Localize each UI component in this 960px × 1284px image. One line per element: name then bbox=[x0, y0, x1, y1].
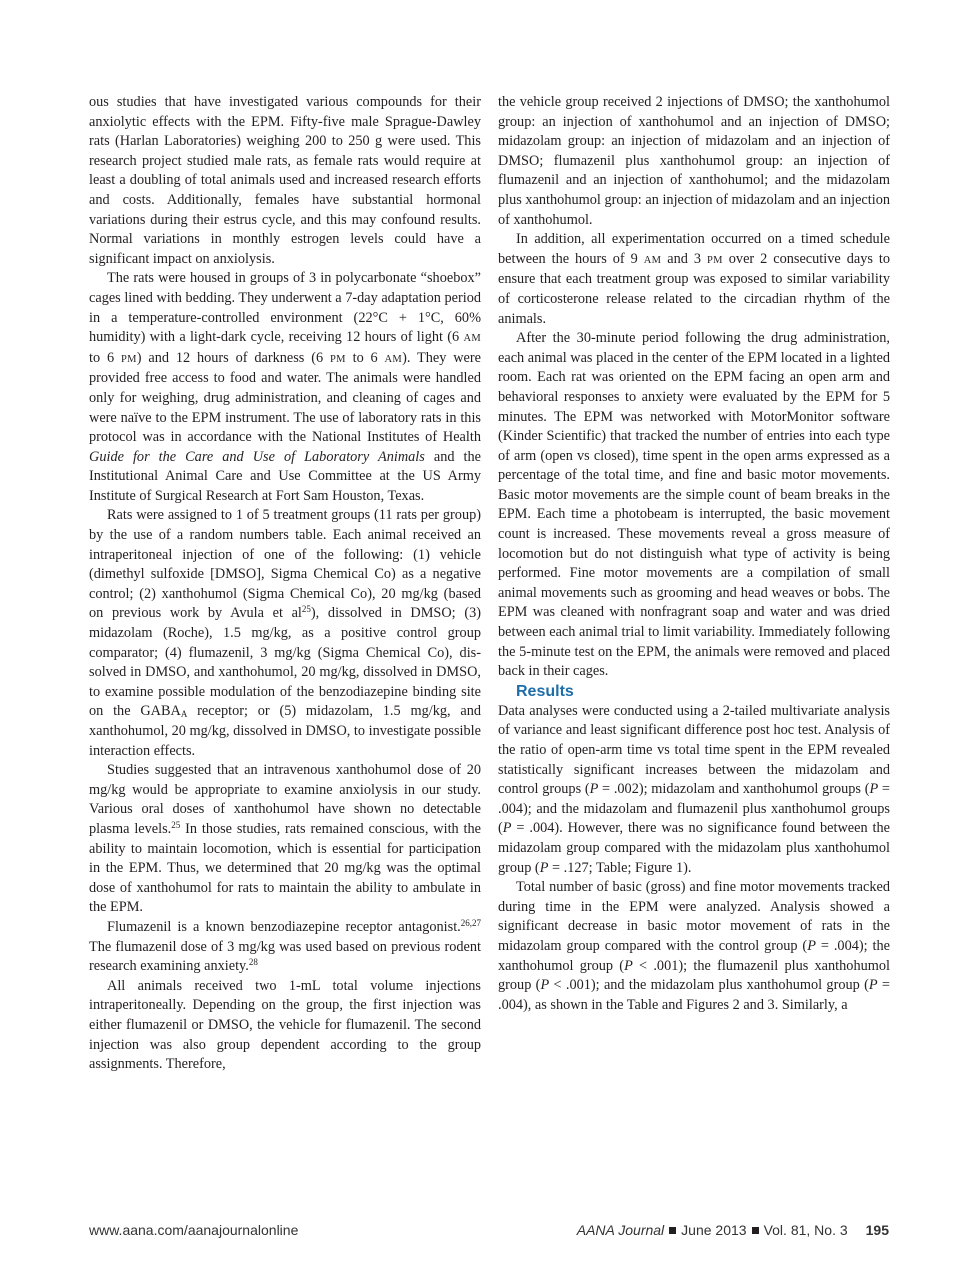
reference-marker: 25 bbox=[301, 604, 311, 615]
issue-date: June 2013 bbox=[681, 1222, 747, 1238]
paragraph: In addition, all experimentation occurred on a timed schedule between the hours of 9 AM and 3 PM over 2 consecutive days to ensure that each treatment group was exposed to similar variability of corticosterone release related to the circadian rhythm of the animals. bbox=[498, 231, 891, 327]
paragraph: ous studies that have investigated various compounds for their anxiolytic effects with the EPM. Fifty-five male Sprague-Dawley rats (Harlan Laboratories) weighing 200 to 250 g were used. This research project studied male rats, as female rats would require at least a doubling of total animals used and increased research efforts and costs. Additionally, females have substantial hormonal variations during their estrus cycle, and this may confound results. Normal variations in monthly estrogen levels could have a significant impact on anxiolysis. bbox=[89, 94, 481, 267]
square-bullet-icon bbox=[669, 1227, 676, 1234]
reference-marker: 28 bbox=[248, 957, 258, 968]
section-heading-results: Results bbox=[516, 682, 574, 700]
journal-url[interactable]: www.aana.com/aanajournalonline bbox=[89, 1222, 299, 1238]
page-number: 195 bbox=[865, 1222, 889, 1238]
paragraph: the vehicle group received 2 injections of DMSO; the xanthohumol group: an injection of xanthohumol and an injection of DMSO; midazolam group: an injection of midazolam and an injection of DMSO; flumazenil plus xanthohumol group: an injection of flumazenil and an injection of xanthohumol; and the midazolam plus xanthohumol group: an injection of midazolam and an injection of xanthohumol. bbox=[498, 94, 890, 228]
reference-marker: 25 bbox=[171, 819, 181, 830]
paragraph: Total number of basic (gross) and fine motor movements tracked during time in the EPM were analyzed. Analysis showed a significant decrease in basic motor movement of rats in the midazolam group compared with the control group (P = .004); the xanthohumol group (P < .001); the flumazenil plus xanthohumol group (P < .001); and the midazolam plus xanthohumol group (P = .004), as shown in the Table and Figures 2 and 3. Similarly, a bbox=[498, 879, 890, 1013]
square-bullet-icon bbox=[752, 1227, 759, 1234]
right-column bbox=[498, 93, 890, 1015]
paragraph: After the 30-minute period following the drug administration, each animal was placed in the center of the EPM located in a lighted room. Each rat was oriented on the EPM facing an open arm and behavioral responses to anxiety were evaluated by the EPM for 5 minutes. The EPM was networked with MotorMonitor software (Kinder Scientific) that tracked the number of entries into each type of arm (open vs closed), time spent in the open arms expressed as a percentage of the total time, and fine and basic motor movements. Basic motor movements are the simple count of beam breaks in the EPM. Each time a photobeam is interrupted, the basic movement count is increased. These movements reveal a gross measure of locomotion but do not distinguish what type of activity is being performed. Fine motor movements are a compilation of small animal movements such as grooming and head weaves or bobs. The EPM was cleaned with nonfragrant soap and water and was dried between each animal trial to limit variability. Immediately following the 5-minute test on the EPM, the animals were removed and placed back in their cages. bbox=[498, 330, 890, 680]
paragraph: Studies suggested that an intravenous xanthohumol dose of 20 mg/kg would be appropriate to examine anxiolysis in our study. Various oral doses of xanthohumol have shown no detectable plasma levels.$^{25}$ In those studies, rats remained conscious, with the ability to maintain locomotion, which is essential for participation in the EPM. Thus, we determined that 20 mg/kg was the optimal dose of xanthohumol for rats to maintain the ability to ambulate in the EPM. bbox=[89, 762, 481, 916]
paragraph: Flumazenil is a known benzodiazepine receptor antagonist.$^{26,27}$ The flumazenil dose of 3 mg/kg was used based on previous rodent research examining anxiety.$^{28}$ bbox=[89, 917, 481, 975]
paragraph: Data analyses were conducted using a 2-tailed multivariate analysis of variance and least significant difference post hoc test. Analysis of the ratio of open-arm time vs total time spent in the EPM revealed statistically significant increases between the midazolam and control groups (P = .002); midazolam and xanthohumol groups (P = .004); and the midazolam and flumazenil plus xanthohumol groups (P = .004). However, there was no significance found between the midazolam group compared with the midazolam plus xanthohumol group (P = .127; Table; Figure 1). bbox=[498, 702, 890, 876]
paragraph: The rats were housed in groups of 3 in polycarbonate “shoebox” cages lined with bedding. They underwent a 7-day adaptation period in a temperature-controlled environment (22°C + 1°C, 60% humidity) with a light-dark cycle, receiving 12 hours of light (6 AM to 6 PM) and 12 hours of darkness (6 PM to 6 AM). They were provided free access to food and water. The animals were handled only for weighing, drug administration, and cleaning of cages and were naïve to the EPM instrument. The use of laboratory rats in this protocol was in accordance with the National Institutes of Health Guide for the Care and Use of Laboratory Animals and the Institutional Animal Care and Use Committee at the US Army Institute of Surgical Research at Fort Sam Houston, Texas. bbox=[89, 270, 481, 504]
volume-issue: Vol. 81, No. 3 bbox=[763, 1222, 848, 1238]
paragraph: Rats were assigned to 1 of 5 treatment groups (11 rats per group) by the use of a random numbers table. Each animal received an intraperitoneal injection of one of the following: (1) vehicle (dimethyl sulfoxide [DMSO], Sigma Chemical Co) as a negative control; (2) xanthohumol (Sigma Chemical Co), 20 mg/kg (based on previous work by Avula et $al^{25}$), dissolved in DMSO; (3) midazolam (Roche), 1.5 mg/kg, as a positive control group comparator; (4) flumazenil, 3 mg/kg (Sigma Chemical Co), dissolved in DMSO, and xanthohumol, 20 mg/kg, dissolved in DMSO, to examine possible modulation of the benzodiazepine binding site on the $GABA_A$ receptor; or (5) midazolam, 1.5 mg/kg, and xanthohumol, 20 mg/kg, dissolved in DMSO, to investigate possible interaction effects. bbox=[89, 507, 481, 759]
page-footer bbox=[89, 1222, 889, 1242]
journal-name: AANA Journal bbox=[576, 1222, 665, 1238]
paragraph: All animals received two 1-mL total volume injections intraperitoneally. Depending on the group, the first injection was either flumazenil or DMSO, the vehicle for flumazenil. The second injection was also group dependent according to the group assignments. Therefore, bbox=[89, 977, 481, 1073]
guide-title: Guide for the Care and Use of Laboratory Animals bbox=[89, 448, 425, 465]
journal-citation bbox=[577, 1222, 889, 1238]
left-column bbox=[89, 93, 481, 1075]
reference-marker: 26,27 bbox=[460, 917, 481, 928]
